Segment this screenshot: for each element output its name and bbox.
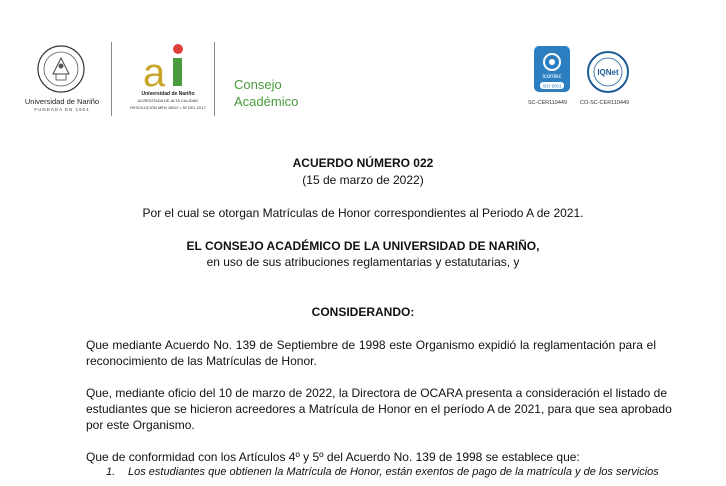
accreditation-caption-2: ACREDITADA DE ALTA CALIDAD	[137, 98, 199, 103]
icontec-label: icontec	[542, 74, 562, 80]
accreditation-caption-3: RESOLUCIÓN MEN 18547 • Nº DEL 2017	[130, 105, 206, 110]
university-founded: FUNDADA EN 1904	[34, 107, 90, 112]
accreditation-caption-1: Universidad de Nariño	[141, 91, 195, 97]
university-name: Universidad de Nariño	[24, 97, 100, 106]
list-item-number: 1.	[106, 466, 116, 478]
svg-text:a: a	[143, 51, 166, 92]
cert1-code: SC-CER110449	[528, 100, 568, 106]
paragraph-1-line-1: Que mediante Acuerdo No. 139 de Septiembre de 1998 este Organismo expidió la reglamentación para el	[86, 338, 656, 352]
paragraph-2-line-1: Que, mediante oficio del 10 de marzo de 2022, la Directora de OCARA presenta a consideración el listado de	[86, 386, 668, 400]
list-item-text: Los estudiantes que obtienen la Matrícula de Honor, están exentos de pago de la matrícula y de los servicios	[128, 466, 659, 478]
paragraph-3-line-1: Que de conformidad con los Artículos 4º y 5º del Acuerdo No. 139 de 1998 se establece que:	[86, 450, 580, 464]
iqnet-certification-logo	[586, 50, 630, 94]
issuer-heading: EL CONSEJO ACADÉMICO DE LA UNIVERSIDAD DE NARIÑO,	[186, 239, 540, 253]
icontec-certification-logo	[534, 46, 570, 98]
paragraph-2	[86, 385, 672, 433]
cert2-code: CO-SC-CER110449	[580, 100, 630, 106]
council-name	[234, 76, 298, 110]
document-title: ACUERDO NÚMERO 022	[292, 156, 434, 170]
paragraph-2-line-2: estudiantes que se hicieron acreedores a Matrícula de Honor en el período A de 2021, para que sea aprobado	[86, 402, 672, 416]
iqnet-label: IQNet	[597, 68, 619, 77]
university-seal-logo	[36, 44, 86, 94]
document-date: (15 de marzo de 2022)	[302, 173, 424, 187]
council-line2: Académico	[234, 94, 299, 109]
paragraph-3	[86, 449, 656, 465]
issuer-subheading: en uso de sus atribuciones reglamentarias y estatutarias, y	[206, 255, 520, 269]
icontec-iso-label: ISO 9001	[542, 83, 562, 89]
header-divider	[214, 42, 215, 116]
accreditation-ai-logo	[140, 42, 194, 92]
paragraph-1	[86, 337, 656, 369]
paragraph-2-line-3: por este Organismo.	[86, 418, 195, 432]
paragraph-1-line-2: reconocimiento de las Matrículas de Honor.	[86, 354, 317, 368]
considering-heading: CONSIDERANDO:	[311, 305, 415, 319]
document-purpose: Por el cual se otorgan Matrículas de Honor correspondientes al Periodo A de 2021.	[142, 206, 584, 220]
header-divider	[111, 42, 112, 116]
council-line1: Consejo	[234, 77, 282, 92]
